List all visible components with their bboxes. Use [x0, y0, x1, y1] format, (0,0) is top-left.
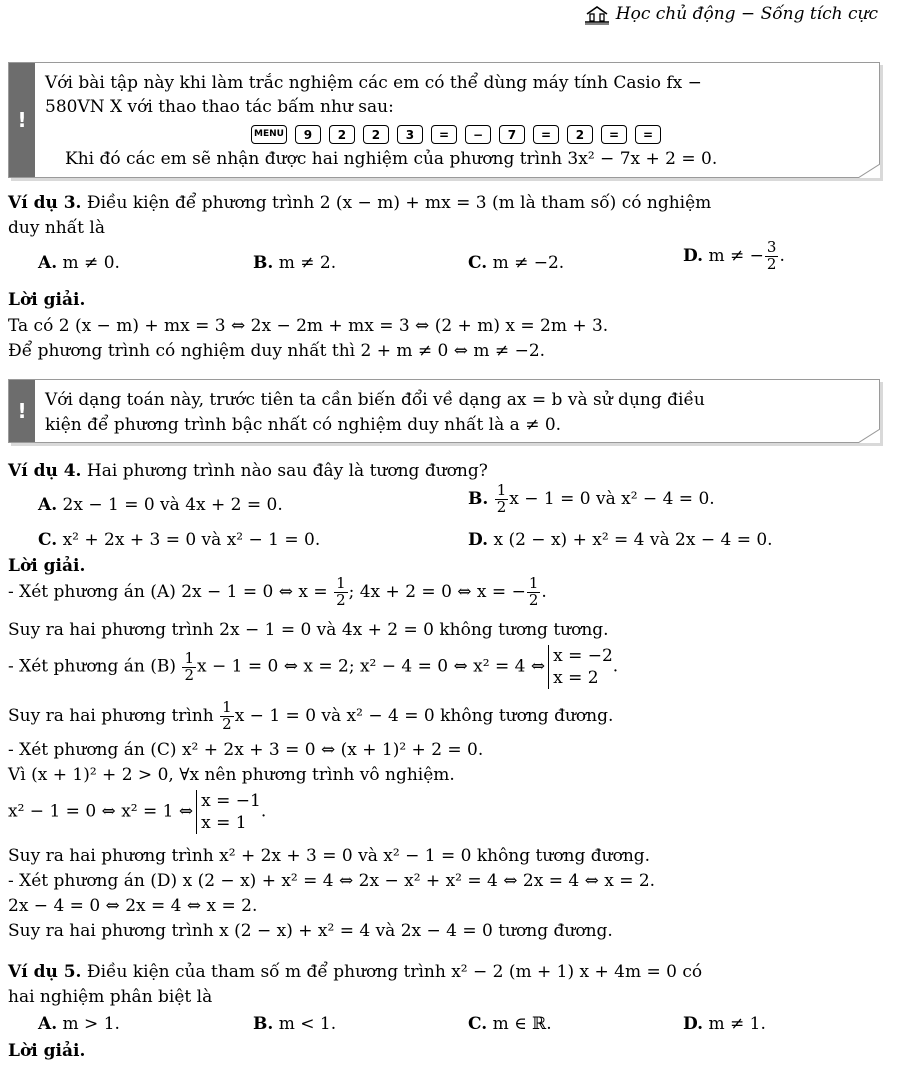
calculator-key: 2 [329, 125, 355, 144]
fraction [527, 576, 541, 609]
example-label: Ví dụ 5. [8, 962, 82, 982]
option-text: m > 1. [62, 1014, 120, 1034]
exclamation-icon: ! [9, 380, 35, 442]
solution-title: Lời giải. [8, 1041, 86, 1061]
calculator-key: − [465, 125, 491, 144]
option-text: m ≠ 0. [62, 253, 120, 273]
numerator: 1 [222, 698, 232, 716]
denominator: 2 [766, 254, 777, 273]
question-text: Điều kiện để phương trình 2 (x − m) + mx = 3 (m là tham số) có nghiệm [86, 193, 712, 213]
option-label: C. [468, 1014, 488, 1034]
example-5-question [8, 962, 702, 983]
note-line: Với dạng toán này, trước tiên ta cần biến đổi về dạng ax = b và sử dụng điều [45, 390, 705, 410]
solution-text: Suy ra hai phương trình [8, 705, 220, 726]
calculator-key: 2 [567, 125, 593, 144]
calculator-key: = [601, 125, 627, 144]
denominator: 2 [222, 714, 232, 733]
method-note [8, 379, 880, 443]
solution-line: Suy ra hai phương trình 2x − 1 = 0 và 4x + 2 = 0 không tương tương. [8, 620, 609, 640]
option-text: 2x − 1 = 0 và 4x + 2 = 0. [62, 495, 283, 515]
fraction [182, 648, 196, 684]
example-3-question [8, 193, 711, 214]
solution-text: . [612, 656, 619, 677]
question-text: duy nhất là [8, 218, 105, 238]
option-label: D. [683, 1014, 704, 1034]
solution-line: - Xét phương án (C) x² + 2x + 3 = 0 ⇔ (x + 1)² + 2 = 0. [8, 740, 484, 760]
solution-line: Ta có 2 (x − m) + mx = 3 ⇔ 2x − 2m + mx = 3 ⇔ (2 + m) x = 2m + 3. [8, 316, 609, 336]
calculator-key: = [533, 125, 559, 144]
option-text: x − 1 = 0 và x² − 4 = 0. [509, 488, 715, 509]
option-a[interactable] [38, 1014, 120, 1035]
house-icon [584, 5, 610, 25]
denominator: 2 [336, 590, 346, 609]
case-line: x = 1 [201, 813, 247, 834]
fraction [220, 700, 234, 733]
option-text: m ∈ ℝ. [492, 1014, 552, 1034]
fraction [495, 483, 509, 516]
header-slogan: Học chủ động − Sống tích cực [615, 4, 878, 24]
key-sequence [45, 125, 867, 144]
calculator-key: 7 [499, 125, 525, 144]
calculator-key: 3 [397, 125, 423, 144]
option-c[interactable] [468, 253, 564, 274]
solution-line [8, 576, 547, 609]
page-header [584, 4, 878, 25]
numerator: 1 [184, 648, 194, 667]
case-line: x = −1 [201, 791, 261, 811]
example-4-question [8, 461, 488, 482]
solution-label [8, 1041, 85, 1062]
option-d[interactable] [683, 240, 785, 273]
option-label: A. [38, 253, 58, 273]
example-label: Ví dụ 3. [8, 193, 82, 213]
option-b[interactable] [253, 253, 336, 274]
option-a[interactable] [38, 253, 120, 274]
denominator: 2 [184, 665, 194, 684]
solution-label [8, 290, 85, 311]
question-text: hai nghiệm phân biệt là [8, 987, 213, 1007]
case-line: x = −2 [553, 646, 613, 666]
option-label: C. [38, 530, 58, 550]
option-b[interactable] [253, 1014, 336, 1035]
calculator-key: 2 [363, 125, 389, 144]
numerator: 1 [528, 574, 539, 592]
page-fold-icon [858, 164, 880, 178]
calculator-key: = [635, 125, 661, 144]
solution-label [8, 556, 85, 577]
fraction [765, 240, 779, 273]
option-b[interactable] [468, 483, 715, 516]
option-label: D. [468, 530, 489, 550]
denominator: 2 [496, 497, 507, 516]
option-text: m ≠ −2. [492, 253, 565, 273]
option-text: m ≠ 1. [708, 1014, 766, 1034]
fraction [334, 576, 348, 609]
question-text: Điều kiện của tham số m để phương trình x² − 2 (m + 1) x + 4m = 0 có [86, 962, 703, 982]
solution-text: - Xét phương án (A) 2x − 1 = 0 ⇔ x = [8, 581, 334, 602]
numerator: 3 [766, 238, 777, 256]
option-c[interactable] [38, 530, 320, 551]
page-fold-icon [858, 429, 880, 443]
option-label: A. [38, 1014, 58, 1034]
option-text: . [779, 245, 785, 266]
option-text: m ≠ − [708, 245, 764, 266]
option-c[interactable] [468, 1014, 552, 1035]
option-text: m ≠ 2. [278, 253, 337, 273]
calculator-key: 9 [295, 125, 321, 144]
numerator: 1 [336, 574, 346, 592]
note-line: Khi đó các em sẽ nhận được hai nghiệm của phương trình 3x² − 7x + 2 = 0. [65, 149, 718, 169]
solution-text: ; 4x + 2 = 0 ⇔ x = − [348, 581, 526, 602]
calculator-note [8, 62, 880, 178]
solution-line: Vì (x + 1)² + 2 > 0, ∀x nên phương trình vô nghiệm. [8, 765, 455, 785]
solution-line: Suy ra hai phương trình x² + 2x + 3 = 0 và x² − 1 = 0 không tương đương. [8, 846, 651, 866]
note-line: 580VN X với thao thao tác bấm như sau: [45, 97, 394, 117]
solution-line: 2x − 4 = 0 ⇔ 2x = 4 ⇔ x = 2. [8, 896, 258, 916]
option-label: C. [468, 253, 488, 273]
case-bracket [196, 790, 261, 834]
solution-text: . [541, 581, 547, 602]
note-line: kiện để phương trình bậc nhất có nghiệm duy nhất là a ≠ 0. [45, 415, 562, 435]
solution-text: . [260, 801, 267, 822]
solution-line: Suy ra hai phương trình x (2 − x) + x² = 4 và 2x − 4 = 0 tương đương. [8, 921, 613, 941]
solution-text: x − 1 = 0 ⇔ x = 2; x² − 4 = 0 ⇔ x² = 4 ⇔ [197, 656, 546, 677]
solution-text: x − 1 = 0 và x² − 4 = 0 không tương đương. [234, 705, 614, 726]
option-d[interactable] [468, 530, 773, 551]
solution-text: x² − 1 = 0 ⇔ x² = 1 ⇔ [8, 801, 194, 822]
option-text: m < 1. [278, 1014, 337, 1034]
question-text: Hai phương trình nào sau đây là tương đương? [86, 461, 488, 481]
option-label: B. [253, 253, 274, 273]
option-text: x² + 2x + 3 = 0 và x² − 1 = 0. [62, 530, 321, 550]
option-text: x (2 − x) + x² = 4 và 2x − 4 = 0. [493, 530, 773, 550]
note-line: Với bài tập này khi làm trắc nghiệm các em có thể dùng máy tính Casio fx − [45, 73, 702, 93]
solution-title: Lời giải. [8, 290, 86, 310]
solution-title: Lời giải. [8, 556, 86, 576]
option-label: A. [38, 495, 58, 515]
example-label: Ví dụ 4. [8, 461, 82, 481]
exclamation-icon: ! [9, 63, 35, 177]
solution-line: Để phương trình có nghiệm duy nhất thì 2 + m ≠ 0 ⇔ m ≠ −2. [8, 341, 546, 361]
option-label: B. [253, 1014, 274, 1034]
case-line: x = 2 [553, 668, 599, 689]
case-bracket [548, 645, 613, 689]
calculator-key: MENU [251, 125, 287, 144]
solution-text: - Xét phương án (B) [8, 656, 182, 677]
denominator: 2 [528, 590, 539, 609]
calculator-key: = [431, 125, 457, 144]
option-d[interactable] [683, 1014, 766, 1035]
solution-line [8, 790, 266, 834]
option-label: B. [468, 488, 489, 509]
option-label: D. [683, 245, 704, 266]
option-a[interactable] [38, 495, 283, 516]
numerator: 1 [496, 481, 507, 499]
solution-line: - Xét phương án (D) x (2 − x) + x² = 4 ⇔ 2x − x² + x² = 4 ⇔ 2x = 4 ⇔ x = 2. [8, 871, 656, 891]
solution-line [8, 645, 618, 689]
solution-line [8, 700, 613, 733]
